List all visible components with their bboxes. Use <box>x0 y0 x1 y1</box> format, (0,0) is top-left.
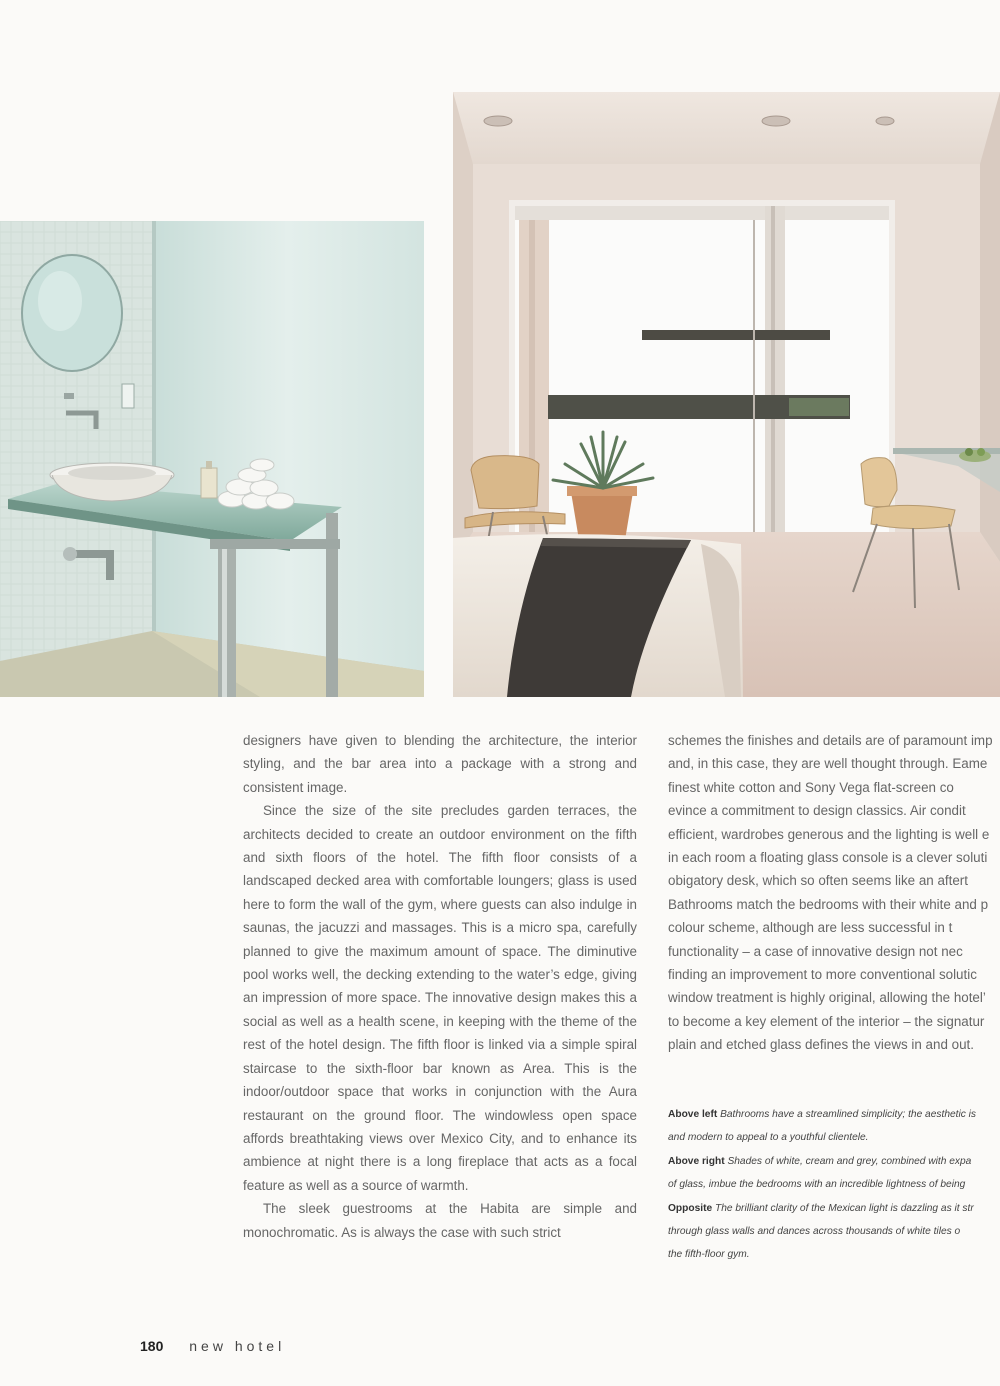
body-line: Bathrooms match the bedrooms with their white and p <box>668 896 989 912</box>
body-paragraph: The sleek guestrooms at the Habita are simple and monochromatic. As is always the case with such strict <box>243 1201 637 1240</box>
body-line: to become a key element of the interior – the signatur <box>668 1013 985 1029</box>
caption-text: and modern to appeal to a youthful clientele. <box>668 1132 869 1144</box>
caption-label: Above left <box>668 1109 718 1120</box>
body-line: plain and etched glass defines the views in and out. <box>668 1037 974 1053</box>
body-column-right <box>668 729 1000 1057</box>
page-folio <box>140 1338 285 1354</box>
body-line: window treatment is highly original, allowing the hotel’ <box>668 990 986 1006</box>
caption-text: Bathrooms have a streamlined simplicity; the aesthetic is <box>720 1109 977 1120</box>
body-line: finest white cotton and Sony Vega flat-screen co <box>668 779 954 795</box>
body-column-left <box>243 729 637 1244</box>
body-line: evince a commitment to design classics. Air condit <box>668 803 966 819</box>
body-line: schemes the finishes and details are of paramount imp <box>668 733 993 748</box>
bathroom-photo <box>0 221 424 697</box>
caption-text: through glass walls and dances across thousands of white tiles o <box>668 1226 961 1238</box>
body-line: and, in this case, they are well thought through. Eame <box>668 756 988 772</box>
caption-line <box>668 1150 1000 1173</box>
body-line: obigatory desk, which so often seems like an aftert <box>668 873 968 889</box>
caption-line <box>668 1103 1000 1126</box>
body-line: colour scheme, although are less successful in t <box>668 920 953 936</box>
body-paragraph: designers have given to blending the architecture, the interior styling, and the bar area into a package with a strong and consistent image. <box>243 733 637 795</box>
body-paragraph: Since the size of the site precludes garden terraces, the architects decided to create an outdoor environment on the fifth and sixth floors of the hotel. The fifth floor consists of a landscaped decked area with comfortable loungers; glass is used here to form the wall of the gym, where guests can also indulge in saunas, the jacuzzi and massages. This is a micro spa, carefully planned to give the maximum amount of space. The diminutive pool works well, the decking extending to the water’s edge, giving an impression of more space. The innovative design makes this a social as well as a health scene, in keeping with the theme of the rest of the hotel design. The fifth floor is linked via a simple spiral staircase to the sixth-floor bar known as Area. This is the indoor/outdoor space that works in conjunction with the Aura restaurant on the ground floor. The windowless open space affords breathtaking views over Mexico City, and to enhance its ambience at night there is a long fireplace that acts as a focal feature as well as a source of warmth. <box>243 803 637 1193</box>
caption-line <box>668 1197 1000 1220</box>
body-line: finding an improvement to more conventional solutic <box>668 967 977 983</box>
page-number: 180 <box>140 1338 164 1354</box>
caption-text: The brilliant clarity of the Mexican light is dazzling as it str <box>715 1202 974 1214</box>
body-line: functionality – a case of innovative design not nec <box>668 943 963 959</box>
caption-text: the fifth-floor gym. <box>668 1249 750 1261</box>
caption-label: Above right <box>668 1155 725 1167</box>
body-line: efficient, wardrobes generous and the lighting is well e <box>668 826 990 842</box>
caption-text: Shades of white, cream and grey, combined with expa <box>727 1155 972 1167</box>
bedroom-photo <box>453 92 1000 697</box>
caption-label: Opposite <box>668 1202 713 1214</box>
caption-text: of glass, imbue the bedrooms with an incredible lightness of being <box>668 1179 966 1191</box>
body-line: in each room a floating glass console is a clever soluti <box>668 850 988 866</box>
book-title: new hotel <box>189 1338 286 1354</box>
photo-captions <box>668 1103 1000 1267</box>
